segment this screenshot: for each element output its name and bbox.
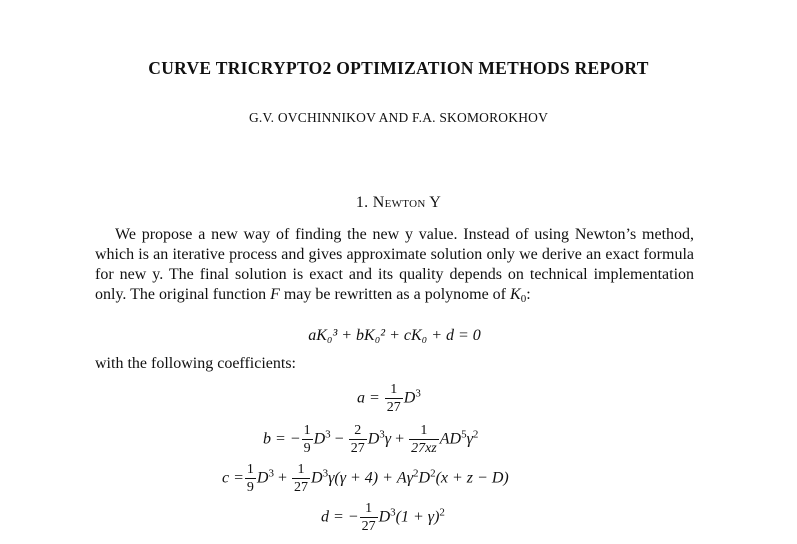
- section-name: Newton Y: [372, 194, 442, 211]
- equation-coefficient-d: d = − $\frac{1}{27}$ $D^3(1 + \gamma)^2$: [321, 501, 445, 534]
- equation-coefficient-a: a = $\frac{1}{27}$ $D^3$: [357, 382, 421, 415]
- section-number: 1.: [355, 194, 369, 211]
- fraction: $\frac{1}{9}$: [303, 423, 311, 456]
- fraction: $\frac{1}{27}$: [386, 382, 401, 415]
- paper-title: CURVE TRICRYPTO2 OPTIMIZATION METHODS REPORT: [148, 58, 649, 78]
- section-heading: [0, 194, 797, 212]
- fraction: $\frac{1}{9}$: [246, 462, 254, 495]
- paragraph-line: We propose a new way of finding the new y value. Instead of using Newton’s: [115, 226, 637, 243]
- paragraph-punct: :: [526, 286, 531, 303]
- fraction: $\frac{1}{27xz}$: [411, 423, 437, 456]
- paragraph-line: an exact formula for new y. The final solution is exact and its quality depends on: [95, 246, 694, 283]
- fraction: $\frac{2}{27}$: [350, 423, 365, 456]
- fraction: $\frac{1}{27}$: [294, 462, 308, 495]
- equation-coefficient-c: c = $\frac{1}{9}$ $D^3$ + $\frac{1}{27}$ $D^3\gamma(\gamma + 4) + A\gamma^2D^2(x + z - D)$: [222, 462, 509, 495]
- math-variable: $K_0$: [510, 286, 527, 305]
- paragraph-line: method, which is an iterative process and gives approximate solution only we derive: [95, 226, 695, 263]
- fraction: $\frac{1}{27}$: [361, 501, 376, 534]
- math-variable: F: [270, 286, 280, 303]
- paragraph-line: technical implementation only. The original function: [95, 266, 695, 303]
- paragraph-line: may be rewritten as a: [283, 286, 421, 303]
- paragraph-intro: [95, 225, 694, 309]
- equation-polynomial: aK₀³ + bK₀² + cK₀ + d = 0: [308, 327, 481, 344]
- paragraph-line: polynome of: [424, 286, 507, 303]
- paper-authors: G.V. OVCHINNIKOV AND F.A. SKOMOROKHOV: [248, 110, 549, 125]
- paragraph-coefficients: with the following coefficients:: [95, 355, 296, 372]
- equation-coefficient-b: b = − $\frac{1}{9}$ $D^3$ − $\frac{2}{27}$ $D^3\gamma$ + $\frac{1}{27xz}$ $AD^5\gamma^2$: [263, 423, 479, 456]
